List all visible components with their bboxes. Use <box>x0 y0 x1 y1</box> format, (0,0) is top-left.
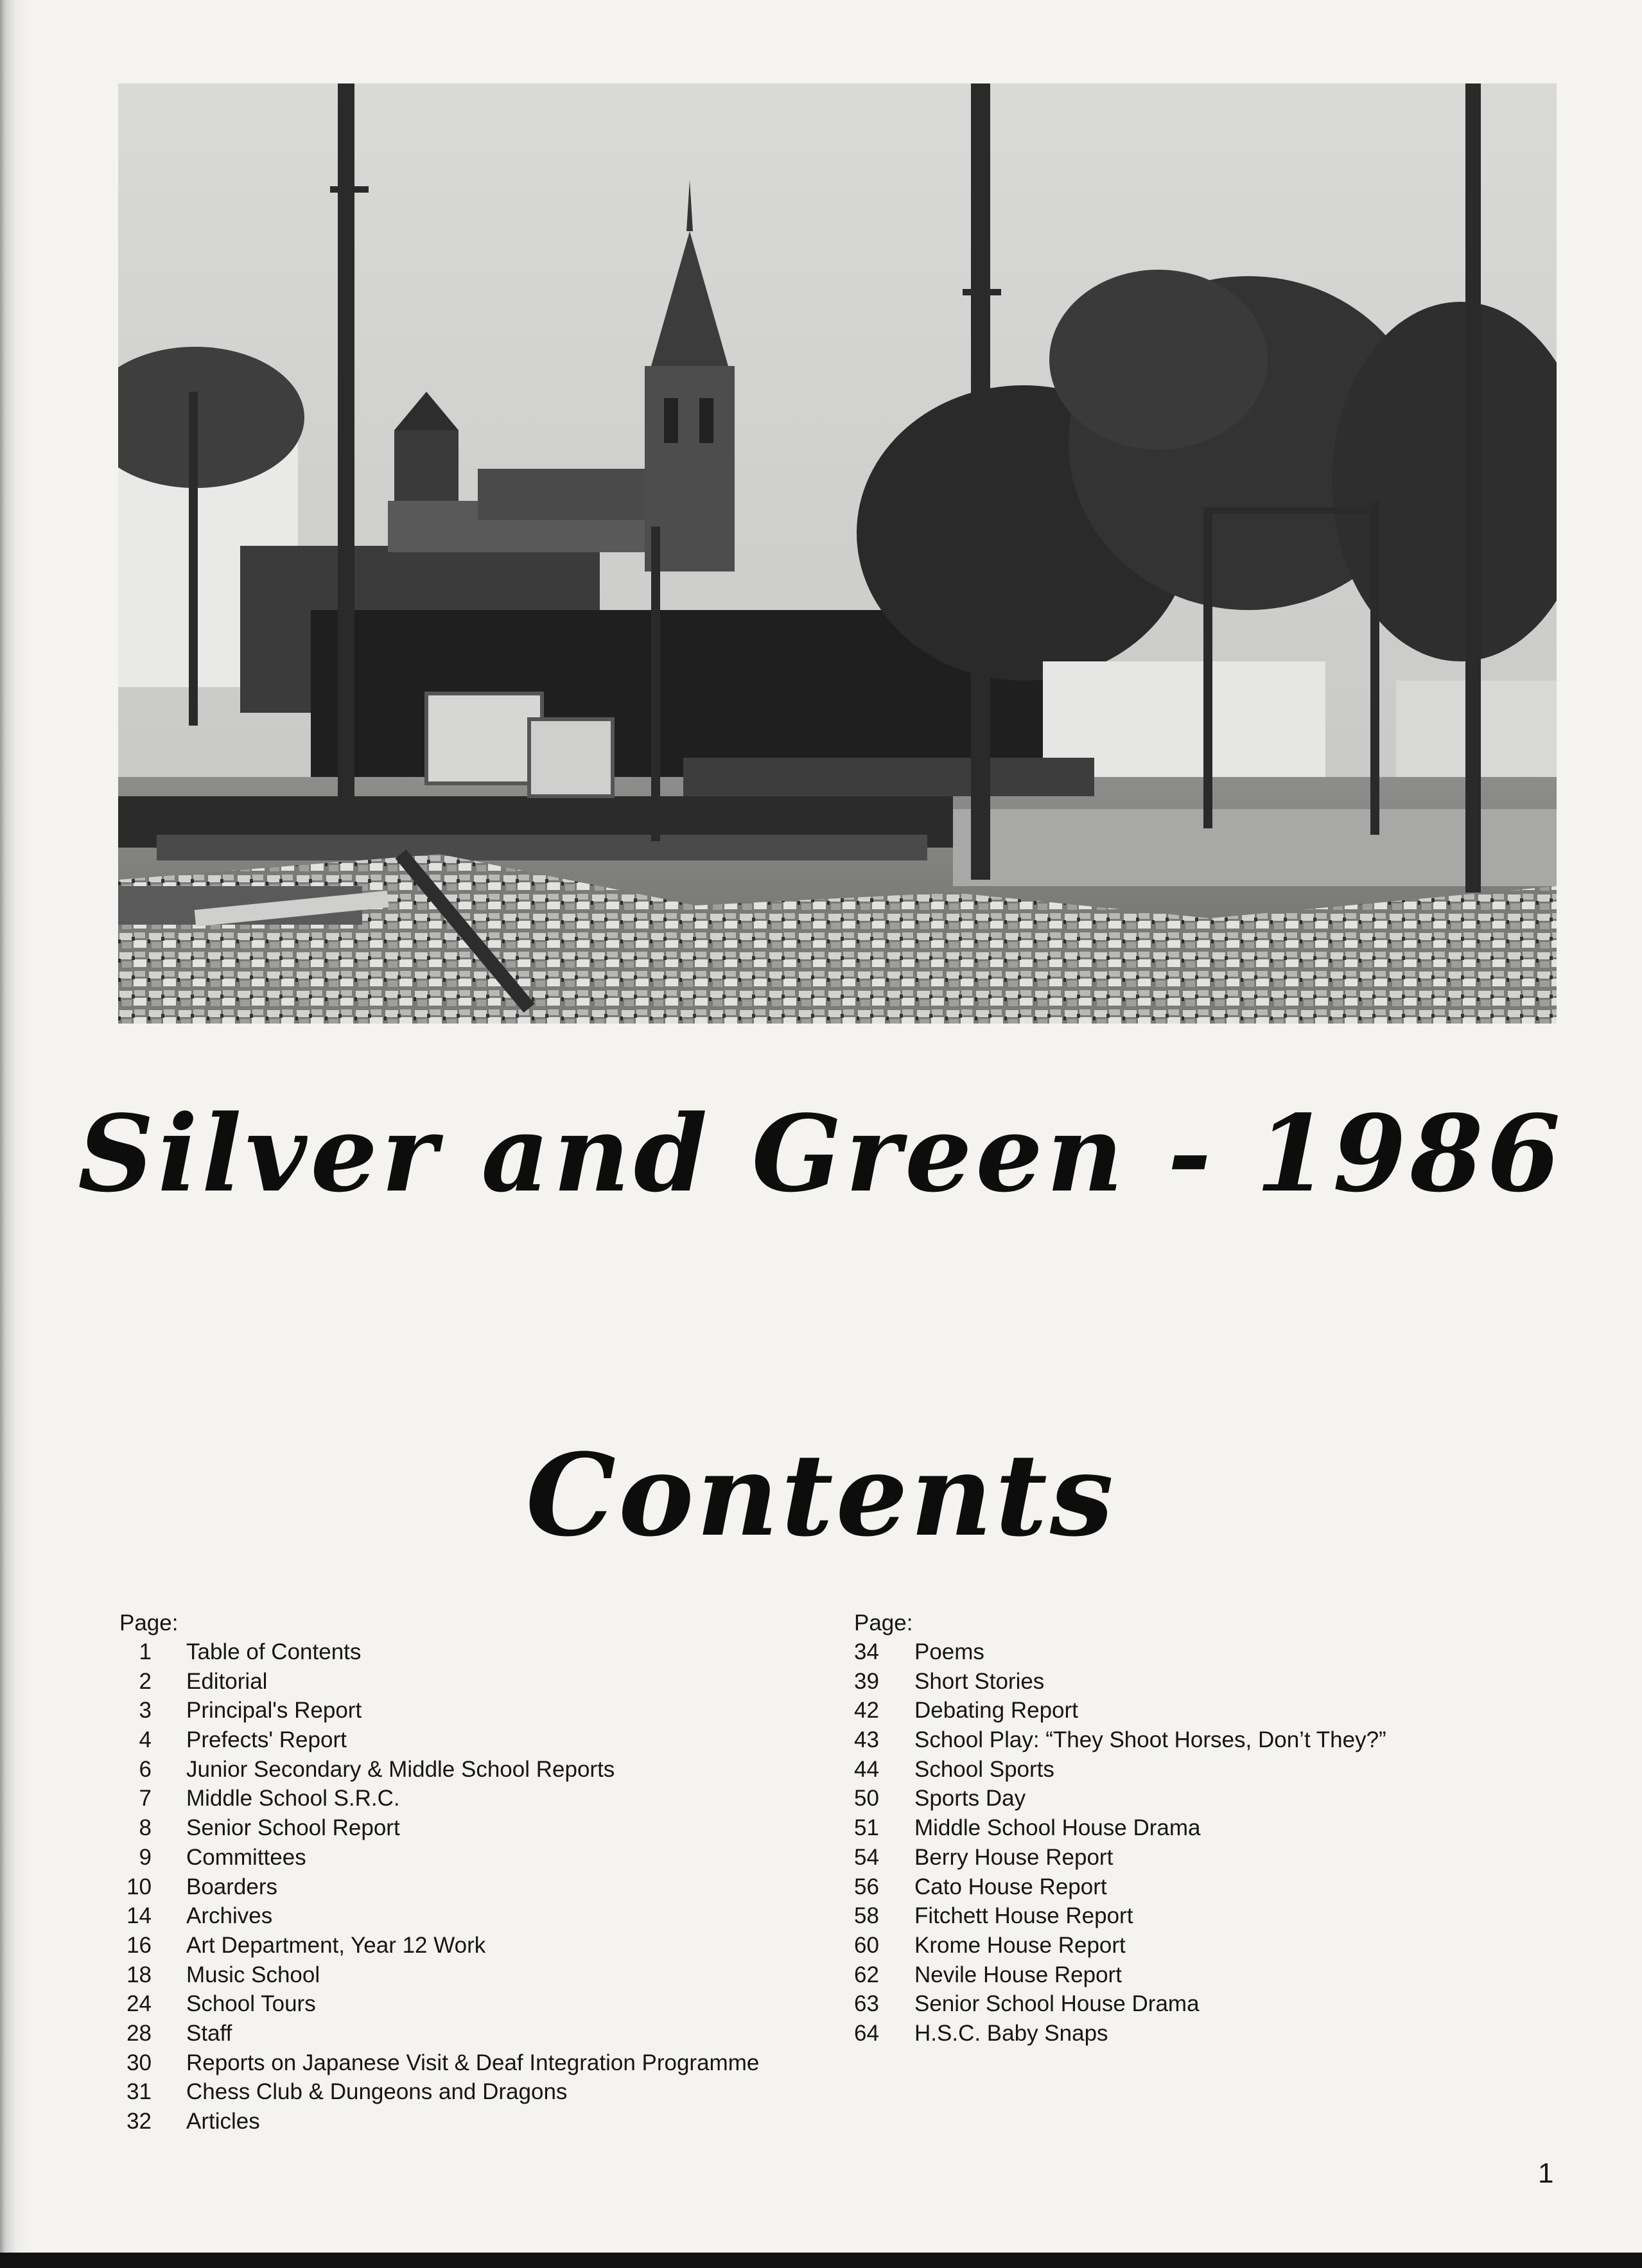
toc-entry <box>119 2019 759 2048</box>
toc-entry-title: Short Stories <box>914 1668 1045 1694</box>
toc-entry <box>119 1813 759 1843</box>
toc-right-list <box>854 1637 1386 2048</box>
toc-entry-title: Table of Contents <box>186 1639 362 1664</box>
toc-entry-title: Senior School House Drama <box>914 1991 1200 2017</box>
toc-entry <box>119 1637 759 1667</box>
toc-entry <box>854 1989 1386 2019</box>
toc-entry-title: Reports on Japanese Visit & Deaf Integration Programme <box>186 2050 760 2075</box>
toc-entry-title: Poems <box>914 1639 984 1664</box>
toc-entry-title: School Tours <box>186 1991 316 2017</box>
toc-page-number: 34 <box>854 1639 879 1664</box>
toc-entry-title: Sports Day <box>914 1786 1026 1811</box>
toc-page-number: 44 <box>854 1756 879 1782</box>
toc-entry <box>854 2019 1386 2048</box>
toc-entry-title: Krome House Report <box>914 1932 1126 1958</box>
photo-illustration <box>118 83 1557 1024</box>
toc-page-number: 62 <box>854 1962 879 1987</box>
toc-entry-title: Art Department, Year 12 Work <box>186 1932 486 1958</box>
toc-page-number: 42 <box>854 1698 879 1723</box>
toc-entry-title: Berry House Report <box>914 1844 1114 1870</box>
toc-entry-title: Boarders <box>186 1874 278 1899</box>
toc-entry <box>119 1755 759 1784</box>
toc-page-number: 16 <box>127 1932 152 1958</box>
toc-page-number: 56 <box>854 1874 879 1899</box>
toc-entry-title: Editorial <box>186 1668 268 1694</box>
toc-entry <box>854 1960 1386 1990</box>
toc-page-number: 54 <box>854 1844 879 1870</box>
toc-page-number: 14 <box>127 1903 152 1929</box>
toc-page-number: 51 <box>854 1815 879 1841</box>
toc-entry-title: Staff <box>186 2020 232 2046</box>
toc-entry-title: Cato House Report <box>914 1874 1107 1899</box>
toc-entry-title: Middle School S.R.C. <box>186 1786 400 1811</box>
toc-entry <box>119 2107 759 2136</box>
toc-entry <box>854 1843 1386 1872</box>
toc-entry <box>854 1813 1386 1843</box>
toc-page-number: 31 <box>127 2079 152 2105</box>
toc-page-number: 10 <box>127 1874 152 1899</box>
toc-page-number: 58 <box>854 1903 879 1929</box>
toc-entry <box>854 1637 1386 1667</box>
toc-entry-title: Committees <box>186 1844 306 1870</box>
toc-entry-title: Debating Report <box>914 1698 1078 1723</box>
toc-entry-title: Articles <box>186 2109 260 2134</box>
yearbook-title: Silver and Green - 1986 <box>78 1092 1564 1216</box>
toc-page-number: 4 <box>139 1727 152 1753</box>
toc-entry <box>119 1784 759 1813</box>
toc-entry <box>854 1667 1386 1697</box>
toc-entry-title: School Sports <box>914 1756 1054 1782</box>
toc-entry <box>119 1843 759 1872</box>
toc-entry <box>119 2048 759 2078</box>
toc-page-number: 32 <box>127 2109 152 2134</box>
toc-entry-title: Chess Club & Dungeons and Dragons <box>186 2079 568 2105</box>
toc-page-number: 8 <box>139 1815 152 1841</box>
toc-entry <box>854 1931 1386 1960</box>
toc-page-number: 18 <box>127 1962 152 1987</box>
page-number: 1 <box>1538 2158 1554 2189</box>
toc-page-number: 28 <box>127 2020 152 2046</box>
toc-page-number: 2 <box>139 1668 152 1694</box>
toc-entry <box>854 1725 1386 1755</box>
toc-entry <box>119 1667 759 1697</box>
toc-entry <box>854 1755 1386 1784</box>
toc-entry <box>854 1784 1386 1813</box>
toc-entry <box>119 1725 759 1755</box>
toc-page-number: 39 <box>854 1668 879 1694</box>
toc-entry <box>119 2077 759 2107</box>
toc-page-number: 64 <box>854 2020 879 2046</box>
toc-page-number: 3 <box>139 1698 152 1723</box>
toc-page-number: 9 <box>139 1844 152 1870</box>
toc-entry-title: Junior Secondary & Middle School Reports <box>186 1756 615 1782</box>
toc-page-number: 1 <box>139 1639 152 1664</box>
toc-entry-title: School Play: “They Shoot Horses, Don’t They?” <box>914 1727 1386 1753</box>
toc-page-number: 24 <box>127 1991 152 2017</box>
toc-entry-title: Principal's Report <box>186 1698 362 1723</box>
toc-entry-title: Middle School House Drama <box>914 1815 1201 1841</box>
toc-page-number: 43 <box>854 1727 879 1753</box>
toc-entry-title: Archives <box>186 1903 273 1929</box>
toc-page-number: 63 <box>854 1991 879 2017</box>
toc-entry <box>119 1901 759 1931</box>
toc-entry-title: Senior School Report <box>186 1815 400 1841</box>
toc-page-number: 60 <box>854 1932 879 1958</box>
toc-page-number: 7 <box>139 1786 152 1811</box>
toc-entry <box>854 1872 1386 1902</box>
toc-entry-title: Nevile House Report <box>914 1962 1122 1987</box>
toc-page-number: 50 <box>854 1786 879 1811</box>
toc-entry-title: Music School <box>186 1962 320 1987</box>
toc-entry <box>854 1901 1386 1931</box>
toc-page-number: 6 <box>139 1756 152 1782</box>
page-column-label: Page: <box>119 1610 179 1636</box>
page-column-label: Page: <box>854 1610 913 1636</box>
demolition-site-photo <box>118 83 1557 1024</box>
toc-entry <box>119 1696 759 1725</box>
toc-entry <box>119 1931 759 1960</box>
toc-left-list <box>119 1637 759 2136</box>
toc-entry-title: Prefects' Report <box>186 1727 347 1753</box>
contents-heading: Contents <box>525 1429 1117 1562</box>
page-bottom-edge <box>0 2253 1642 2268</box>
toc-left-column <box>119 1609 759 2136</box>
toc-page-number: 30 <box>127 2050 152 2075</box>
toc-entry <box>119 1960 759 1990</box>
toc-entry <box>854 1696 1386 1725</box>
toc-right-column <box>854 1609 1386 2048</box>
toc-entry <box>119 1989 759 2019</box>
toc-entry <box>119 1872 759 1902</box>
toc-entry-title: Fitchett House Report <box>914 1903 1133 1929</box>
toc-entry-title: H.S.C. Baby Snaps <box>914 2020 1108 2046</box>
